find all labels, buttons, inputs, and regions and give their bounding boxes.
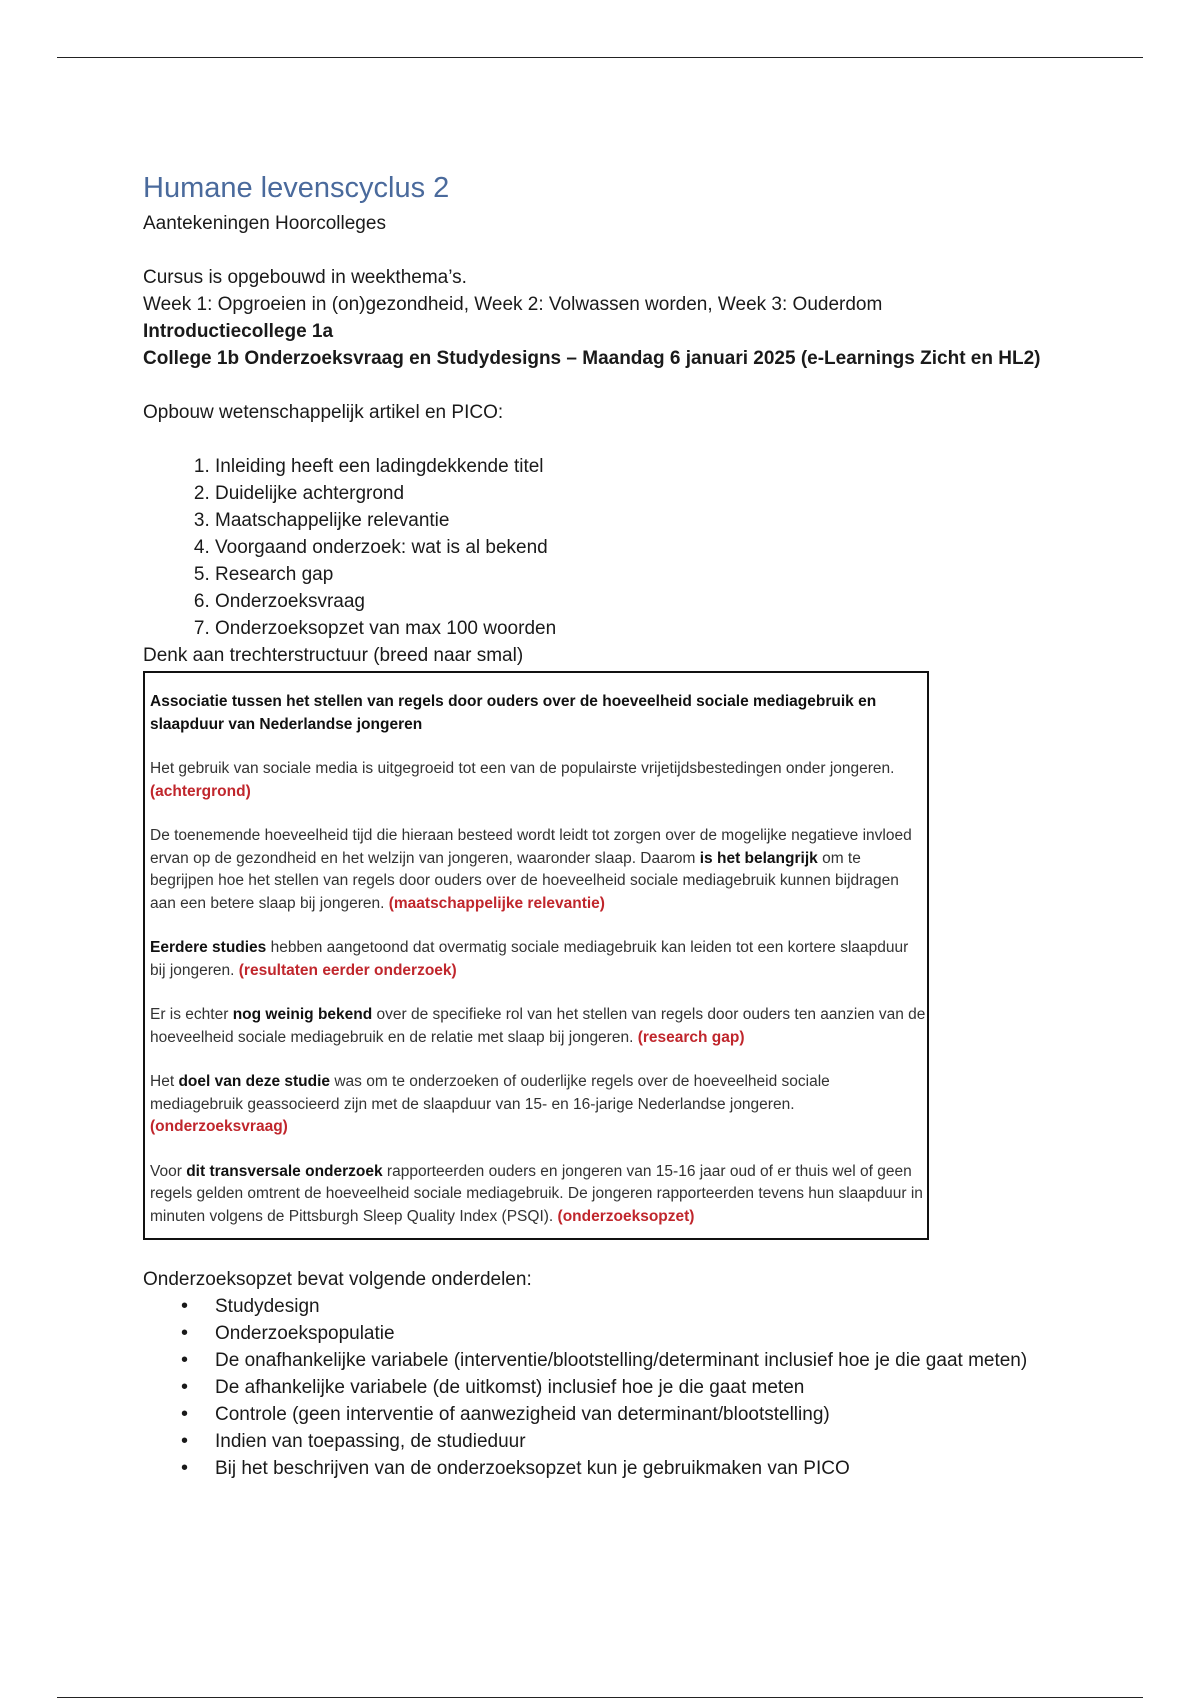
section-tag: (onderzoeksvraag) xyxy=(150,1118,288,1135)
design-list xyxy=(143,1293,1083,1482)
lecture-heading: Introductiecollege 1a xyxy=(143,321,334,342)
section-tag: (achtergrond) xyxy=(150,782,251,800)
example-title: Associatie tussen het stellen van regels door ouders over de hoeveelheid sociale mediagebruik en slaapduur van Nederlandse jongeren xyxy=(150,693,877,733)
section-tag: (maatschappelijke relevantie) xyxy=(388,894,605,912)
list-item: • De onafhankelijke variabele (interventie/blootstelling/determinant inclusief hoe je die gaat meten) xyxy=(215,1347,1083,1374)
example-paragraph: Voor dit transversale onderzoek rapporteerden ouders en jongeren van 15-16 jaar oud of er thuis wel of geen regels gelden omtrent de hoeveelheid sociale mediagebruik. De jongeren rapporteerden tevens hun slaapduur in minuten volgens de Pittsburgh Sleep Quality Index (PSQI). (onderzoeksopzet) xyxy=(150,1162,923,1225)
document-title: Humane levenscyclus 2 xyxy=(143,172,450,204)
intro-line: Week 1: Opgroeien in (on)gezondheid, Week 2: Volwassen worden, Week 3: Ouderdom xyxy=(143,294,883,315)
lecture-heading: College 1b Onderzoeksvraag en Studydesigns – Maandag 6 januari 2025 (e-Learnings Zicht en HL2) xyxy=(143,348,1041,369)
funnel-note: Denk aan trechterstructuur (breed naar smal) xyxy=(143,645,524,666)
list-item: • Indien van toepassing, de studieduur xyxy=(215,1428,1083,1455)
list-item: • Controle (geen interventie of aanwezigheid van determinant/blootstelling) xyxy=(215,1401,1083,1428)
list-item: 4. Voorgaand onderzoek: wat is al bekend xyxy=(215,534,1083,561)
list-item: • Bij het beschrijven van de onderzoeksopzet kun je gebruikmaken van PICO xyxy=(215,1455,1083,1482)
example-paragraph: De toenemende hoeveelheid tijd die hieraan besteed wordt leidt tot zorgen over de mogelijke negatieve invloed ervan op de gezondheid en het welzijn van jongeren, waaronder slaap. Daarom is het belangrijk om te begrijpen hoe het stellen van regels door ouders over de hoeveelheid sociale mediagebruik kunnen bijdragen aan een betere slaap bij jongeren. (maatschappelijke relevantie) xyxy=(150,827,912,912)
header-rule xyxy=(57,57,1143,58)
document-body xyxy=(143,168,1083,1482)
example-paragraph: Er is echter nog weinig bekend over de specifieke rol van het stellen van regels door ouders ten aanzien van de hoeveelheid sociale mediagebruik en de relatie met slaap bij jongeren. (research gap) xyxy=(150,1006,926,1046)
list-item: 5. Research gap xyxy=(215,561,1083,588)
section-tag: (research gap) xyxy=(637,1028,745,1046)
document-subtitle: Aantekeningen Hoorcolleges xyxy=(143,213,386,234)
example-abstract-box xyxy=(143,671,929,1240)
section-tag: (onderzoeksopzet) xyxy=(557,1207,695,1225)
structure-list xyxy=(143,453,1083,642)
example-paragraph: Eerdere studies hebben aangetoond dat overmatig sociale mediagebruik kan leiden tot een kortere slaapduur bij jongeren. (resultaten eerder onderzoek) xyxy=(150,939,909,979)
design-heading: Onderzoeksopzet bevat volgende onderdelen: xyxy=(143,1269,532,1290)
list-item: 3. Maatschappelijke relevantie xyxy=(215,507,1083,534)
list-item: 6. Onderzoeksvraag xyxy=(215,588,1083,615)
list-item: 2. Duidelijke achtergrond xyxy=(215,480,1083,507)
section-tag: (resultaten eerder onderzoek) xyxy=(238,961,457,979)
footer-rule xyxy=(57,1697,1143,1698)
list-item: • De afhankelijke variabele (de uitkomst) inclusief hoe je die gaat meten xyxy=(215,1374,1083,1401)
example-paragraph: Het doel van deze studie was om te onderzoeken of ouderlijke regels over de hoeveelheid sociale mediagebruik geassocieerd zijn met de slaapduur van 15- en 16-jarige Nederlandse jongeren. (onderzoeksvraag) xyxy=(150,1073,830,1135)
list-item: 7. Onderzoeksopzet van max 100 woorden xyxy=(215,615,1083,642)
structure-heading: Opbouw wetenschappelijk artikel en PICO: xyxy=(143,402,504,423)
example-paragraph: Het gebruik van sociale media is uitgegroeid tot een van de populairste vrijetijdsbestedingen onder jongeren. (achtergrond) xyxy=(150,760,895,800)
list-item: 1. Inleiding heeft een ladingdekkende titel xyxy=(215,453,1083,480)
intro-line: Cursus is opgebouwd in weekthema’s. xyxy=(143,267,467,288)
list-item: • Onderzoekspopulatie xyxy=(215,1320,1083,1347)
list-item: • Studydesign xyxy=(215,1293,1083,1320)
